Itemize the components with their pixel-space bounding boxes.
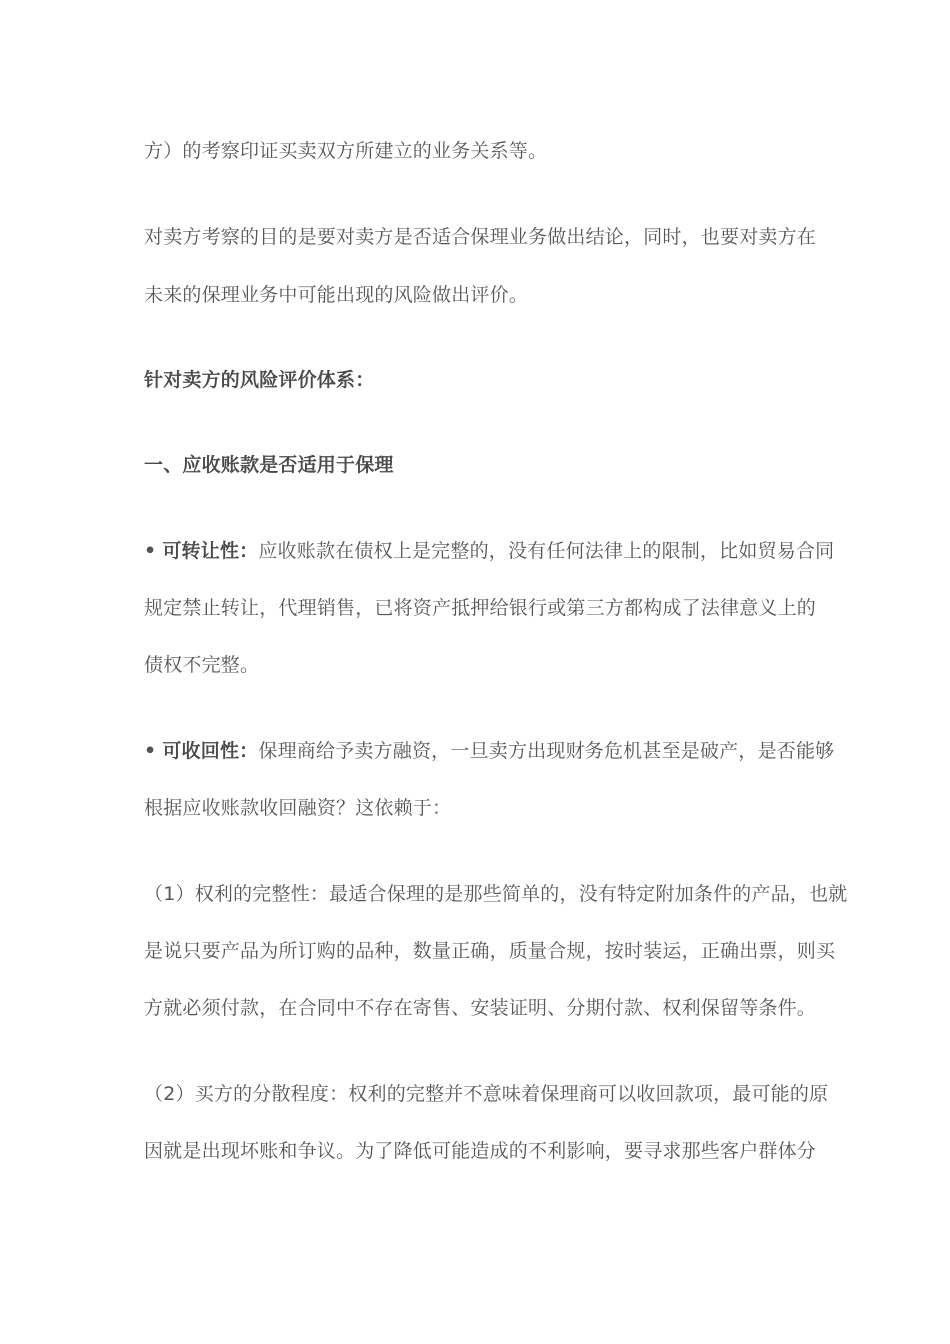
paragraph-line: 规定禁止转让，代理销售，已将资产抵押给银行或第三方都构成了法律意义上的 [144, 597, 817, 619]
paragraph-line: 债权不完整。 [144, 654, 260, 676]
paragraph-line: 未来的保理业务中可能出现的风险做出评价。 [144, 284, 529, 306]
paragraph-line: 根据应收账款收回融资？这依赖于： [144, 797, 452, 819]
paragraph-line: 是说只要产品为所订购的品种，数量正确，质量合规，按时装运，正确出票，则买 [144, 940, 836, 962]
paragraph-line: 方）的考察印证买卖双方所建立的业务关系等。 [144, 140, 548, 162]
section-heading: 针对卖方的风险评价体系： [144, 369, 375, 391]
bullet-item-transferability [144, 537, 835, 565]
bullet-icon: • [144, 540, 157, 562]
paragraph-line: 对卖方考察的目的是要对卖方是否适合保理业务做出结论，同时，也要对卖方在 [144, 226, 817, 248]
bullet-icon: • [144, 740, 157, 762]
paragraph-line: （2）买方的分散程度：权利的完整并不意味着保理商可以收回款项，最可能的原 [144, 1083, 829, 1105]
paragraph-line: （1）权利的完整性：最适合保理的是那些简单的，没有特定附加条件的产品，也就 [144, 883, 848, 905]
subsection-heading: 一、应收账款是否适用于保理 [144, 454, 394, 476]
bullet-label: 可收回性： [162, 740, 259, 762]
bullet-text: 应收账款在债权上是完整的，没有任何法律上的限制，比如贸易合同 [258, 540, 835, 562]
bullet-label: 可转让性： [162, 540, 259, 562]
bullet-text: 保理商给予卖方融资，一旦卖方出现财务危机甚至是破产，是否能够 [258, 740, 835, 762]
bullet-item-recoverability [144, 737, 835, 765]
paragraph-line: 方就必须付款，在合同中不存在寄售、安装证明、分期付款、权利保留等条件。 [144, 997, 817, 1019]
paragraph-line: 因就是出现坏账和争议。为了降低可能造成的不利影响，要寻求那些客户群体分 [144, 1140, 817, 1162]
